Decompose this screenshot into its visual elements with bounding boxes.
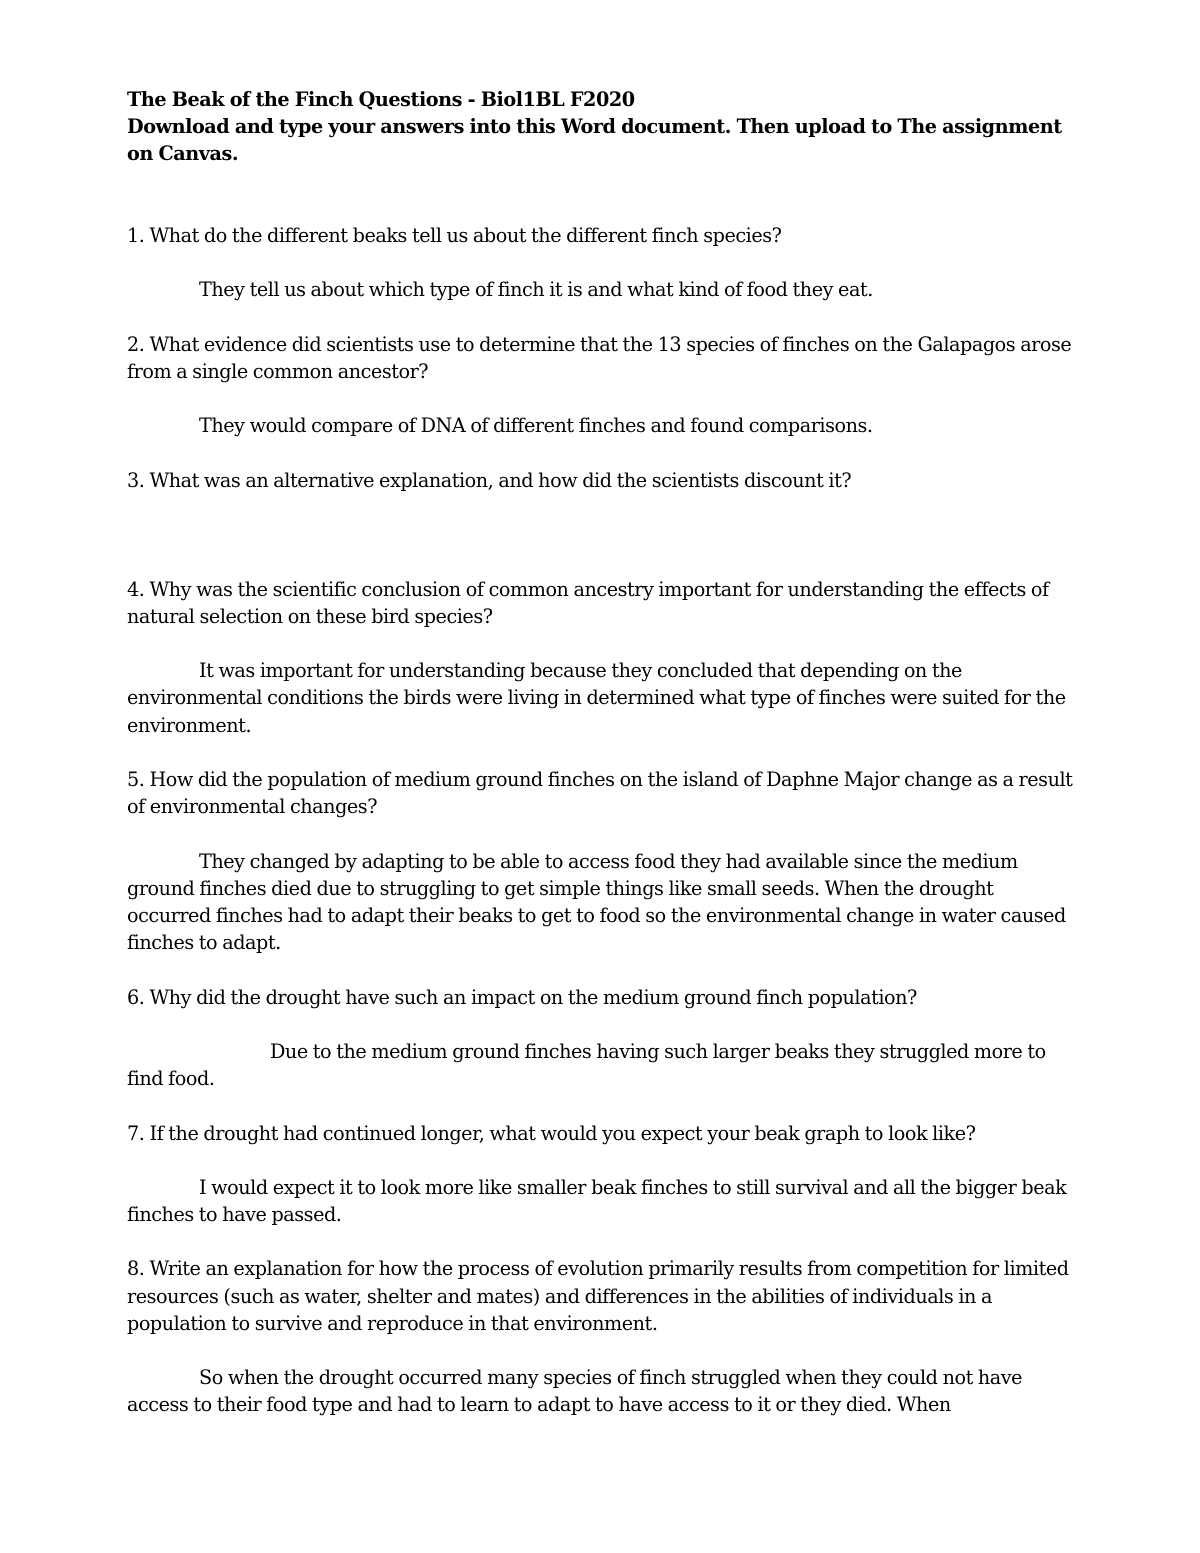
answer-6: Due to the medium ground finches having such larger beaks they struggled more to find food.: [127, 1039, 1046, 1091]
document-title: The Beak of the Finch Questions - Biol1BL F2020: [127, 88, 635, 111]
answer-4: It was important for understanding because they concluded that depending on the environmental conditions the birds were living in determined what type of finches were suited for the environment.: [127, 659, 1066, 737]
document-instructions: Download and type your answers into this Word document. Then upload to The assignment on Canvas.: [127, 115, 1062, 166]
question-1: 1. What do the different beaks tell us about the different finch species?: [127, 223, 782, 247]
header-spacer: [127, 168, 1077, 195]
answer-1: They tell us about which type of finch it is and what kind of food they eat.: [199, 278, 873, 302]
answer-8: So when the drought occurred many species of finch struggled when they could not have access to their food type and had to learn to adapt to have access to it or they died. When: [127, 1366, 1023, 1417]
question-5: 5. How did the population of medium ground finches on the island of Daphne Major change as a result of environmental changes?: [127, 767, 1073, 819]
document-header: [127, 86, 1077, 168]
answer-7: I would expect it to look more like smaller beak finches to still survival and all the bigger beak finches to have passed.: [127, 1175, 1067, 1227]
question-8: 8. Write an explanation for how the process of evolution primarily results from competition for limited resources (such as water, shelter and mates) and differences in the abilities of individuals in a population to survive and reproduce in that environment.: [127, 1257, 1069, 1335]
question-6: 6. Why did the drought have such an impact on the medium ground finch population?: [127, 985, 917, 1009]
question-7: 7. If the drought had continued longer, what would you expect your beak graph to look like?: [127, 1121, 976, 1145]
document-body: [127, 86, 1077, 1419]
question-3: 3. What was an alternative explanation, and how did the scientists discount it?: [127, 468, 852, 492]
answer-3-blank: [127, 494, 1077, 548]
answer-2: They would compare of DNA of different finches and found comparisons.: [199, 414, 873, 438]
answer-5: They changed by adapting to be able to access food they had available since the medium ground finches died due to struggling to get simple things like small seeds. When the drought occurred finches had to adapt their beaks to get to food so the environmental change in water caused finches to adapt.: [127, 849, 1066, 955]
question-4: 4. Why was the scientific conclusion of common ancestry important for understanding the effects of natural selection on these bird species?: [127, 577, 1049, 628]
question-2: 2. What evidence did scientists use to determine that the 13 species of finches on the Galapagos arose from a single common ancestor?: [127, 332, 1072, 383]
